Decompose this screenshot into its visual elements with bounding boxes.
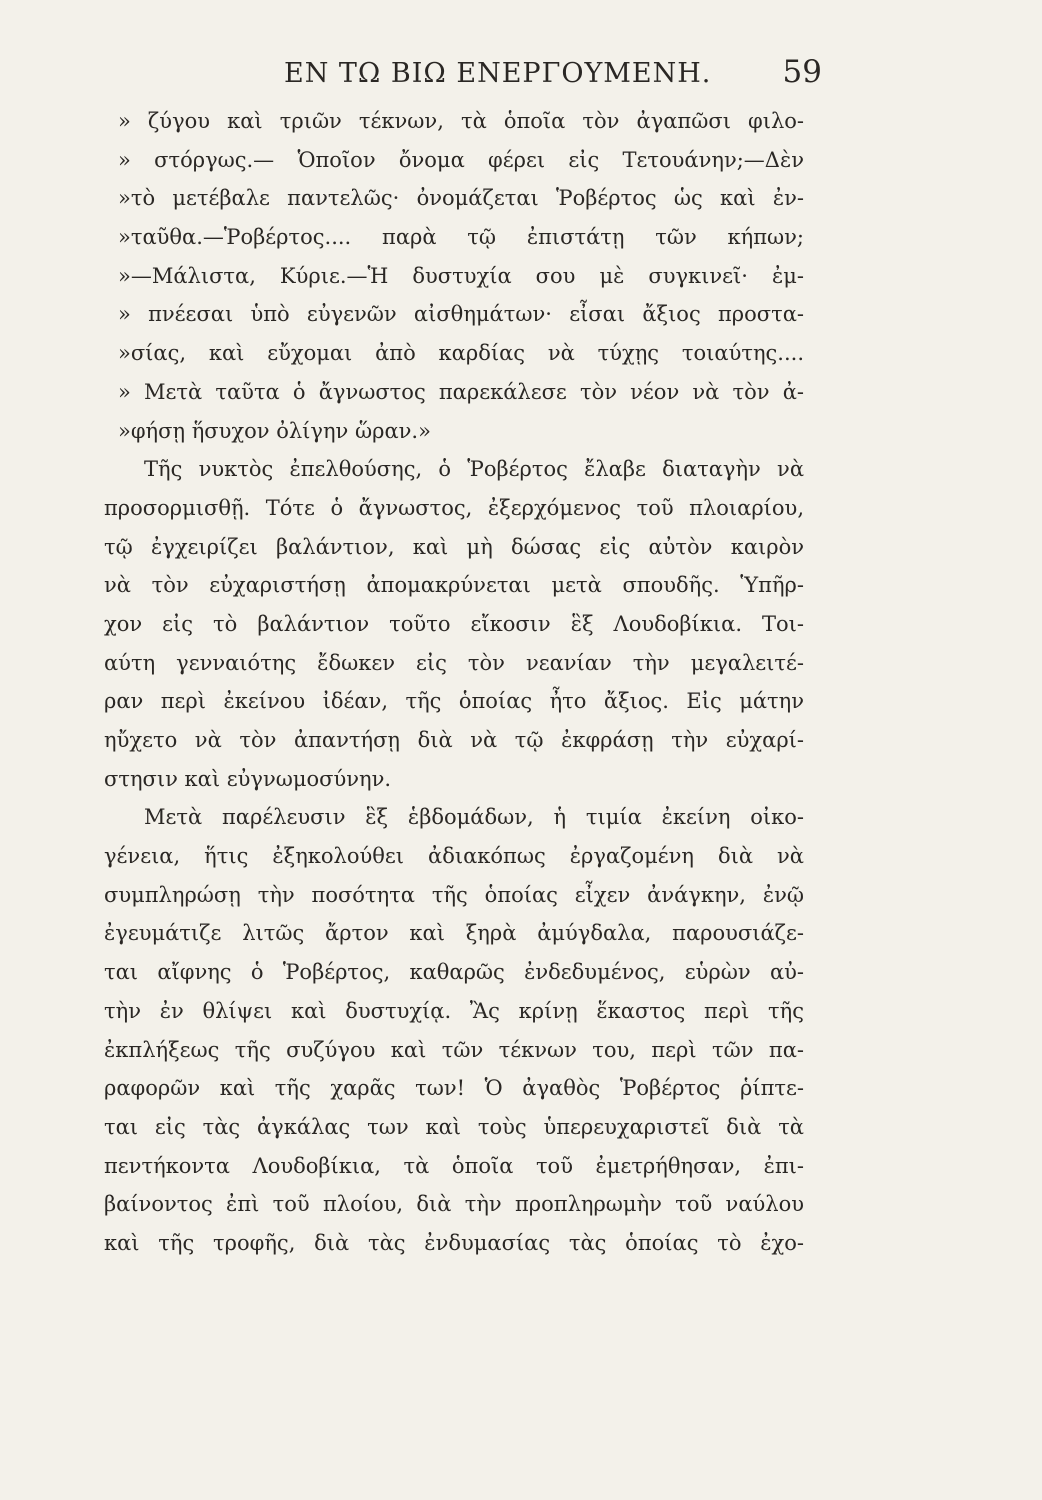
text-line: προσορμισθῇ. Τότε ὁ ἄγνωστος, ἐξερχόμενος τοῦ πλοιαρίου, <box>104 495 804 520</box>
text-line: »ταῦθα.—Ῥοβέρτος.... παρὰ τῷ ἐπιστάτῃ τῶν κήπων; <box>118 225 804 250</box>
page-number: 59 <box>782 54 822 90</box>
text-line: καὶ τῆς τροφῆς, διὰ τὰς ἐνδυμασίας τὰς ὁποίας τὸ ἐχο- <box>104 1230 804 1255</box>
text-line: ραν περὶ ἐκείνου ἰδέαν, τῆς ὁποίας ἦτο ἄξιος. Εἰς μάτην <box>104 689 804 714</box>
text-line: »τὸ μετέβαλε παντελῶς· ὀνομάζεται Ῥοβέρτος ὡς καὶ ἐν- <box>118 186 804 211</box>
text-line: χον εἰς τὸ βαλάντιον τοῦτο εἴκοσιν ἓξ Λουδοβίκια. Τοι- <box>104 611 804 636</box>
running-title: ΕΝ ΤΩ ΒΙΩ ΕΝΕΡΓΟΥΜΕΝΗ. <box>284 58 712 89</box>
text-line: συμπληρώσῃ τὴν ποσότητα τῆς ὁποίας εἶχεν ἀνάγκην, ἐνῷ <box>104 882 804 907</box>
text-line: »—Μάλιστα, Κύριε.—Ἡ δυστυχία σου μὲ συγκινεῖ· ἐμ- <box>118 263 804 288</box>
text-line: ται εἰς τὰς ἀγκάλας των καὶ τοὺς ὑπερευχαριστεῖ διὰ τὰ <box>104 1114 804 1139</box>
body-text <box>104 102 804 1263</box>
text-line: » πνέεσαι ὑπὸ εὐγενῶν αἰσθημάτων· εἶσαι ἄξιος προστα- <box>118 302 804 327</box>
text-line: γένεια, ἥτις ἐξηκολούθει ἀδιακόπως ἐργαζομένη διὰ νὰ <box>104 844 804 869</box>
text-line: »φήσῃ ἥσυχον ὀλίγην ὥραν.» <box>118 418 431 443</box>
text-line: νὰ τὸν εὐχαριστήσῃ ἀπομακρύνεται μετὰ σπουδῆς. Ὑπῆρ- <box>104 573 804 598</box>
page-header <box>270 52 830 92</box>
text-line: » στόργως.— Ὁποῖον ὄνομα φέρει εἰς Τετουάνην;—Δὲν <box>118 147 804 172</box>
text-line: τῷ ἐγχειρίζει βαλάντιον, καὶ μὴ δώσας εἰς αὐτὸν καιρὸν <box>104 534 804 559</box>
text-line: ηὔχετο νὰ τὸν ἀπαντήσῃ διὰ νὰ τῷ ἐκφράσῃ τὴν εὐχαρί- <box>104 728 804 752</box>
text-line: Μετὰ παρέλευσιν ἓξ ἑβδομάδων, ἡ τιμία ἐκείνη οἰκο- <box>144 805 804 830</box>
text-line: » ζύγου καὶ τριῶν τέκνων, τὰ ὁποῖα τὸν ἀγαπῶσι φιλο- <box>118 109 804 133</box>
text-line: πεντήκοντα Λουδοβίκια, τὰ ὁποῖα τοῦ ἐμετρήθησαν, ἐπι- <box>104 1153 804 1178</box>
text-line: » Μετὰ ταῦτα ὁ ἄγνωστος παρεκάλεσε τὸν νέον νὰ τὸν ἀ- <box>118 379 804 404</box>
text-line: ται αἴφνης ὁ Ῥοβέρτος, καθαρῶς ἐνδεδυμένος, εὑρὼν αὐ- <box>104 960 804 985</box>
text-line: ἐκπλήξεως τῆς συζύγου καὶ τῶν τέκνων του, περὶ τῶν πα- <box>104 1037 804 1062</box>
text-line: ραφορῶν καὶ τῆς χαρᾶς των! Ὁ ἀγαθὸς Ῥοβέρτος ῥίπτε- <box>104 1076 804 1101</box>
text-line: αύτη γενναιότης ἔδωκεν εἰς τὸν νεανίαν τὴν μεγαλειτέ- <box>104 650 804 675</box>
text-line: βαίνοντος ἐπὶ τοῦ πλοίου, διὰ τὴν προπληρωμὴν τοῦ ναύλου <box>104 1192 804 1217</box>
text-line: στησιν καὶ εὐγνωμοσύνην. <box>104 766 392 791</box>
text-line: Τῆς νυκτὸς ἐπελθούσης, ὁ Ῥοβέρτος ἔλαβε διαταγὴν νὰ <box>144 457 804 482</box>
text-line: ἐγευμάτιζε λιτῶς ἄρτον καὶ ξηρὰ ἀμύγδαλα, παρουσιάζε- <box>104 921 804 946</box>
text-line: »σίας, καὶ εὔχομαι ἀπὸ καρδίας νὰ τύχῃς τοιαύτης.... <box>118 341 804 366</box>
text-line: τὴν ἐν θλίψει καὶ δυστυχίᾳ. Ἂς κρίνῃ ἕκαστος περὶ τῆς <box>104 998 804 1023</box>
